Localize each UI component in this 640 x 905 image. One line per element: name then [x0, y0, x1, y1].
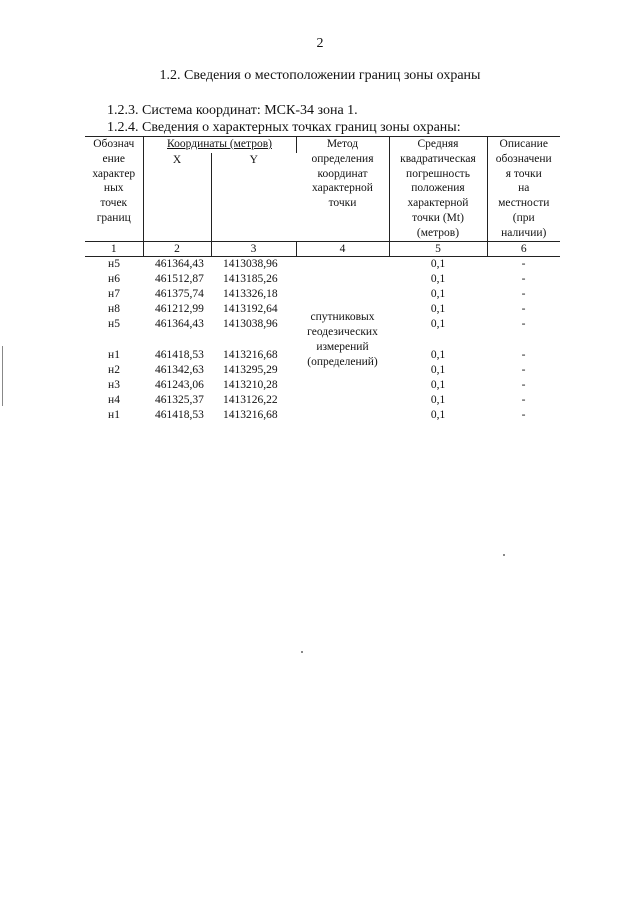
column-number-row [85, 241, 560, 257]
cell-x: 461418,53 [155, 349, 204, 362]
cell-x: 461512,87 [155, 273, 204, 286]
cell-y: 1413295,29 [223, 364, 278, 377]
cell-error: 0,1 [430, 393, 446, 406]
header-description-line: я точки [505, 167, 542, 180]
scan-mark-left [2, 346, 3, 406]
method-line: (определений) [307, 355, 378, 368]
cell-name: н3 [108, 378, 120, 391]
scan-mark-dot-1 [503, 554, 505, 556]
cell-error: 0,1 [430, 287, 446, 300]
column-number-6: 6 [487, 241, 560, 257]
header-designation-line: ных [103, 182, 124, 195]
header-error-line: погрешность [406, 167, 470, 180]
header-method-line: координат [317, 167, 368, 180]
table-header-row [85, 137, 560, 154]
cell-x: 461325,37 [155, 393, 204, 406]
method-line: измерений [316, 340, 369, 353]
cell-name [85, 331, 143, 348]
header-error [389, 137, 487, 242]
cell-y: 1413210,28 [223, 378, 278, 391]
cell-error: 0,1 [430, 378, 446, 391]
header-error-line: квадратическая [400, 152, 476, 165]
header-description-line: на [518, 182, 530, 195]
cell-x: 461375,74 [155, 287, 204, 300]
header-error-line: точки (Mt) [412, 211, 464, 224]
header-error-line: положения [411, 182, 465, 195]
cell-desc: - [521, 287, 526, 300]
header-designation-line: ение [102, 152, 126, 165]
cell-y [211, 331, 296, 348]
cell-name: н5 [108, 317, 120, 330]
cell-method [296, 257, 389, 422]
cell-y: 1413038,96 [223, 258, 278, 271]
cell-x: 461212,99 [155, 302, 204, 315]
cell-y: 1413216,68 [223, 349, 278, 362]
column-number-1: 1 [85, 241, 143, 257]
header-description-line: Описание [499, 138, 548, 150]
cell-error: 0,1 [430, 317, 446, 330]
header-method [296, 137, 389, 242]
header-designation [85, 137, 143, 242]
cell-x [143, 331, 211, 348]
cell-error: 0,1 [430, 258, 446, 271]
boundary-points-table [85, 136, 560, 422]
cell-desc: - [521, 364, 526, 377]
cell-x: 461418,53 [155, 408, 204, 421]
header-error-line: (метров) [416, 226, 460, 239]
points-heading-line: 1.2.4. Сведения о характерных точках границ зоны охраны: [107, 120, 461, 135]
header-method-line: характерной [312, 182, 373, 195]
coordinate-system-line: 1.2.3. Система координат: МСК-34 зона 1. [107, 103, 358, 118]
cell-name: н1 [108, 349, 120, 362]
header-designation-line: характер [92, 167, 136, 180]
cell-name: н1 [108, 408, 120, 421]
header-description-line: (при [512, 211, 535, 224]
cell-desc: - [521, 317, 526, 330]
method-line: геодезических [307, 326, 378, 339]
cell-x: 461364,43 [155, 258, 204, 271]
cell-desc [487, 331, 560, 348]
method-line: спутниковых [310, 311, 375, 324]
header-method-line: Метод [326, 138, 359, 150]
column-number-5: 5 [389, 241, 487, 257]
cell-y: 1413126,22 [223, 393, 278, 406]
header-designation-line: границ [96, 211, 131, 224]
column-number-3: 3 [211, 241, 296, 257]
header-coordinates [143, 137, 296, 154]
cell-desc: - [521, 378, 526, 391]
cell-error: 0,1 [430, 408, 446, 421]
header-description-line: наличии) [501, 226, 547, 239]
cell-y: 1413038,96 [223, 317, 278, 330]
cell-error: 0,1 [430, 364, 446, 377]
cell-error [389, 331, 487, 348]
cell-name: н4 [108, 393, 120, 406]
cell-name: н2 [108, 364, 120, 377]
header-designation-line: точек [100, 197, 128, 210]
cell-y: 1413326,18 [223, 287, 278, 300]
cell-desc: - [521, 258, 526, 271]
header-description [487, 137, 560, 242]
header-description-line: обозначени [495, 152, 552, 165]
cell-error: 0,1 [430, 349, 446, 362]
cell-x: 461243,06 [155, 378, 204, 391]
cell-name: н8 [108, 302, 120, 315]
column-number-2: 2 [143, 241, 211, 257]
table-body [85, 257, 560, 422]
cell-x: 461364,43 [155, 317, 204, 330]
cell-y: 1413185,26 [223, 273, 278, 286]
cell-desc: - [521, 408, 526, 421]
header-designation-line: Обознач [93, 138, 135, 150]
scan-mark-dot-2 [301, 651, 303, 653]
column-number-4: 4 [296, 241, 389, 257]
cell-error: 0,1 [430, 273, 446, 286]
section-title: 1.2. Сведения о местоположении границ зоны охраны [159, 68, 481, 83]
header-x: X [143, 153, 211, 241]
cell-name: н6 [108, 273, 120, 286]
header-coordinates-label: Координаты (метров) [167, 138, 272, 150]
cell-error: 0,1 [430, 302, 446, 315]
table-row [85, 257, 560, 272]
cell-y: 1413192,64 [223, 302, 278, 315]
cell-x: 461342,63 [155, 364, 204, 377]
header-error-line: Средняя [417, 138, 459, 150]
cell-y: 1413216,68 [223, 408, 278, 421]
header-y: Y [249, 154, 258, 167]
page-number: 2 [316, 36, 324, 51]
cell-name: н7 [108, 287, 120, 300]
cell-name: н5 [108, 258, 120, 271]
cell-desc: - [521, 302, 526, 315]
cell-desc: - [521, 349, 526, 362]
header-method-line: определения [311, 152, 374, 165]
header-error-line: характерной [407, 197, 469, 210]
header-method-line: точки [328, 197, 357, 210]
header-description-line: местности [498, 197, 550, 210]
cell-desc: - [521, 273, 526, 286]
cell-desc: - [521, 393, 526, 406]
